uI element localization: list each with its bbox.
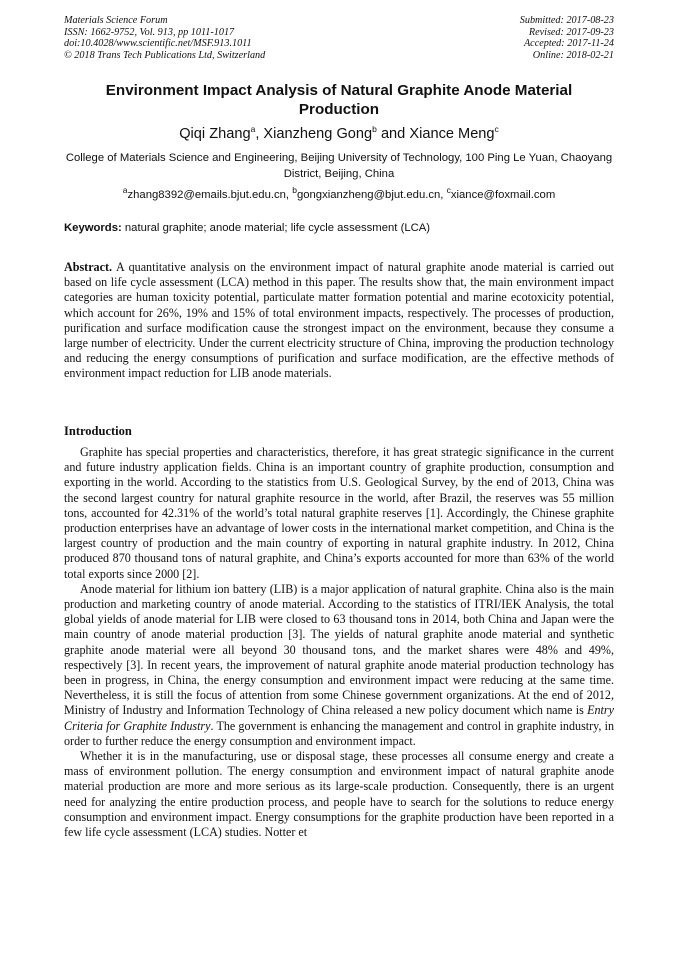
author-separator: and: [376, 125, 410, 142]
email: gongxianzheng@bjut.edu.cn,: [296, 188, 447, 201]
online-date: Online: 2018-02-21: [532, 49, 614, 61]
author-emails: [64, 185, 614, 201]
paragraph-text: . The government is enhancing the management and control in graphite industry, in order to further reduce the energy consumption and environment impact.: [64, 718, 615, 748]
email-mark: c: [446, 185, 451, 195]
abstract: [64, 260, 614, 382]
email: xiance@foxmail.com: [450, 188, 556, 201]
journal-doi: doi:10.4028/www.scientific.net/MSF.913.1011: [64, 38, 252, 50]
revised-date: Revised: 2017-09-23: [528, 26, 614, 38]
journal-name: Materials Science Forum: [64, 15, 168, 26]
email-mark: b: [292, 185, 297, 195]
author-separator: ,: [255, 125, 264, 142]
policy-document-title: Entry Criteria for Graphite Industry: [64, 703, 614, 733]
paragraph: [64, 582, 614, 749]
keywords: [64, 222, 614, 234]
journal-issn: ISSN: 1662-9752, Vol. 913, pp 1011-1017: [64, 26, 235, 38]
journal-info: [64, 15, 265, 61]
keywords-text: natural graphite; anode material; life cycle assessment (LCA): [121, 222, 431, 234]
publication-dates: [520, 15, 614, 61]
email: zhang8392@emails.bjut.edu.cn,: [127, 188, 293, 201]
paragraph-text: Anode material for lithium ion battery (LIB) is a major application of natural graphite. China also is the main production and marketing country of anode material. According to the statistics of ITRI/IEK Analysis, the total global yields of anode material for LIB were closed to 63 thousand tons in 2014, both China and Japan were the main country of anode material production [3]. The yields of natural graphite anode material and synthetic graphite anode material were all beyond 30 thousand tons, and the market shares were 48% and 49%, respectively [3]. In recent years, the improvement of natural graphite anode material production technology has been in progress, in China, the energy consumption and environment impact were reducing at the same time. Nevertheless, it is still the focus of attention from some Chinese government organizations. At the end of 2012, Ministry of Industry and Information Technology of China released a new policy document which name is: [64, 581, 614, 718]
author-name: Xiance Meng: [409, 125, 495, 142]
accepted-date: Accepted: 2017-11-24: [523, 38, 614, 50]
author-affiliation-mark: b: [372, 124, 377, 134]
section-heading-introduction: Introduction: [64, 424, 132, 438]
journal-copyright: © 2018 Trans Tech Publications Ltd, Switzerland: [64, 49, 266, 61]
paper-title: Environment Impact Analysis of Natural Graphite Anode Material Production: [105, 82, 573, 118]
introduction-body: [64, 445, 614, 840]
author-affiliation-mark: c: [494, 124, 499, 134]
author-affiliation-mark: a: [250, 124, 256, 134]
paragraph: Graphite has special properties and characteristics, therefore, it has great strategic significance in the current and future industry application fields. China is an important country of graphite production, consumption and exporting in the world. According to the statistics from U.S. Geological Survey, by the end of 2013, China was the second largest country for natural graphite resource in the world, after Brazil, the reserves was 55 million tons, accounted for 42.31% of the world’s total natural graphite reserves [1]. Accordingly, the Chinese graphite production enterprises have an advantage of lower costs in the international market competition, and China is the largest country of production and the main country of exporting in natural graphite industry. In 2012, China produced 870 thousand tons of natural graphite, and China’s exports accounted for more than 63% of the world total exports since 2000 [2].: [64, 445, 614, 581]
affiliation: College of Materials Science and Engineering, Beijing University of Technology, 100 Ping Le Yuan, Chaoyang District, Beijing, China: [65, 152, 613, 180]
author-list: [64, 124, 614, 142]
email-mark: a: [122, 185, 128, 195]
abstract-label: Abstract.: [64, 260, 113, 274]
paragraph: Whether it is in the manufacturing, use or disposal stage, these processes all consume energy and create a mass of environment pollution. The energy consumption and environment impact of natural graphite anode material production are more and more serious as its large-scale production. Consequently, there is an urgent need for analyzing the entire production process, and people have to search for the solutions to reduce energy consumption and environment impact. Energy consumptions for the graphite production have been reported in a few life cycle assessment (LCA) studies. Notter et: [64, 749, 614, 840]
keywords-label: Keywords:: [64, 222, 122, 234]
author-name: Xianzheng Gong: [263, 125, 373, 142]
author-name: Qiqi Zhang: [179, 125, 251, 142]
submitted-date: Submitted: 2017-08-23: [519, 15, 614, 26]
abstract-text: A quantitative analysis on the environment impact of natural graphite anode material is carried out based on life cycle assessment (LCA) method in this paper. The results show that, the main environment impact categories are human toxicity potential, particulate matter formation potential and marine ecotoxicity potential, which account for 26%, 19% and 15% of total environment impacts, respectively. The processes of production, purification and surface modification cause the strongest impact on the environment, because they consume a large number of electricity. Under the current electricity structure of China, improving the production technology and reducing the energy consumptions of purification and surface modification, are the effective methods of environment impact reduction for LIB anode materials.: [64, 260, 614, 381]
